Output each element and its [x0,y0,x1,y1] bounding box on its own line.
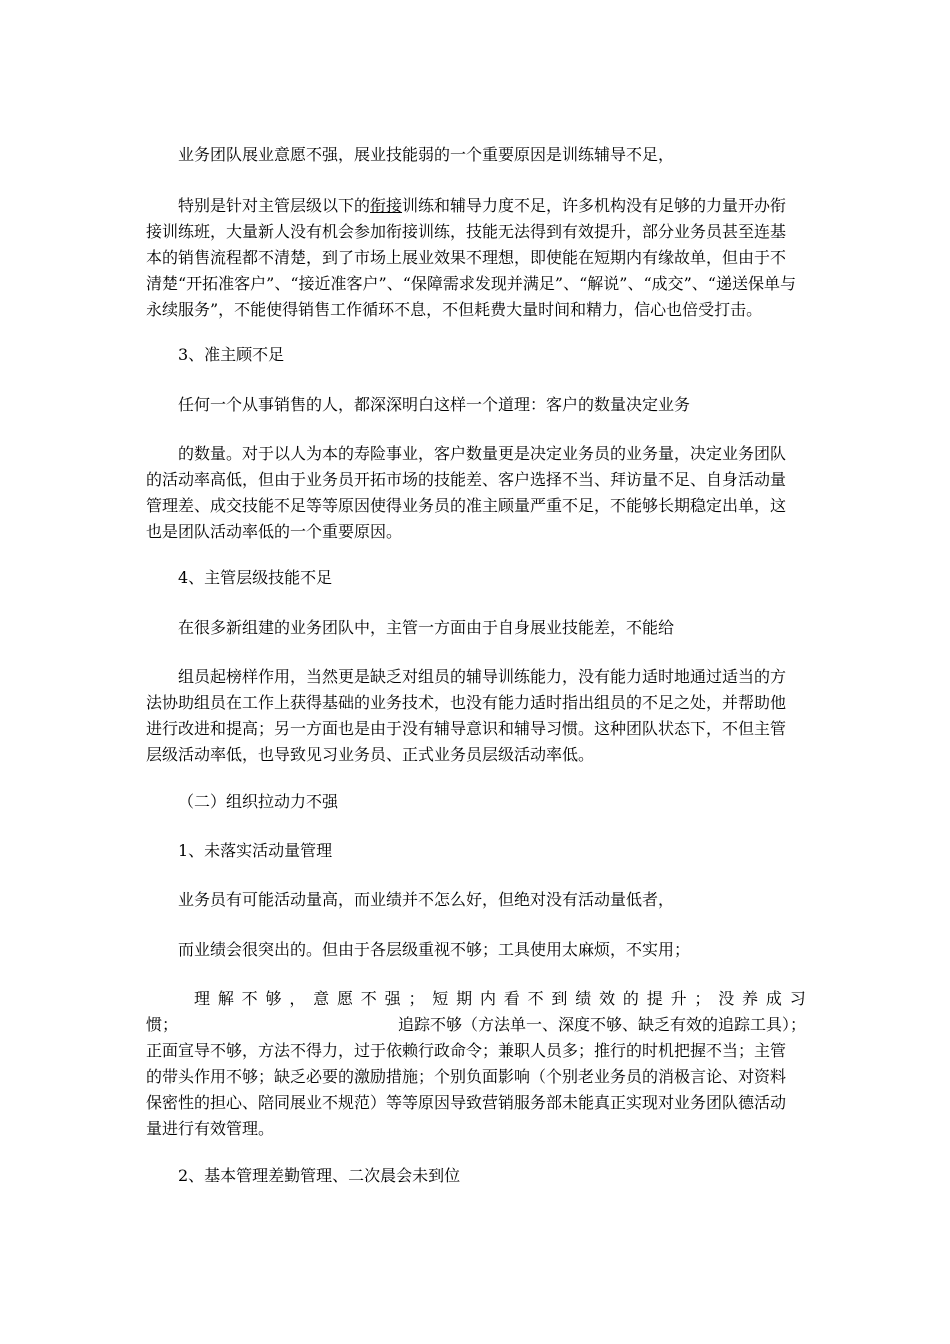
paragraph-9-line-2-b: 追踪不够（方法单一、深度不够、缺乏有效的追踪工具）； [397,1015,806,1034]
paragraph-4-line-3: 管理差、成交技能不足等等原因使得业务员的准主顾量严重不足，不能够长期稳定出单，这 [146,496,787,515]
spaced-char: 的 [622,989,639,1008]
spaced-char: 够 [265,989,282,1008]
spaced-char: 不 [241,989,258,1008]
paragraph-9-line-1 [146,986,806,1012]
spaced-char: 解 [217,989,234,1008]
section-heading-org: （二）组织拉动力不强 [178,792,339,811]
spaced-char: 效 [599,989,616,1008]
paragraph-6-line-4: 层级活动率低，也导致见习业务员、正式业务员层级活动率低。 [146,745,595,764]
spaced-char: 习 [789,989,806,1008]
spaced-char: 升 [670,989,687,1008]
paragraph-9-line-3: 正面宣导不够，方法不得力，过于依赖行政命令；兼职人员多；推行的时机把握不当；主管 [146,1041,787,1060]
spaced-char: 期 [456,989,473,1008]
section-heading-org-1: 1、未落实活动量管理 [178,841,333,860]
paragraph-5: 在很多新组建的业务团队中，主管一方面由于自身展业技能差，不能给 [178,618,675,637]
paragraph-9-line-6: 量进行有效管理。 [146,1119,275,1138]
spaced-char: ； [408,989,425,1008]
section-heading-org-2: 2、基本管理差勤管理、二次晨会未到位 [178,1166,461,1185]
paragraph-7: 业务员有可能活动量高，而业绩并不怎么好，但绝对没有活动量低者， [178,890,675,909]
section-heading-3: 3、准主顾不足 [178,345,285,364]
paragraph-2-line-5: 永续服务”，不能使得销售工作循环不息，不但耗费大量时间和精力，信心也倍受打击。 [146,300,763,319]
paragraph-2-line-4: 清楚“开拓准客户”、“接近准客户”、“保障需求发现并满足”、“解说”、“成交”、“递送保单与 [146,274,796,293]
paragraph-2-line-2: 接训练班，大量新人没有机会参加衔接训练，技能无法得到有效提升，部分业务员甚至连基 [146,222,787,241]
spaced-char: 到 [551,989,568,1008]
paragraph-4 [146,441,806,545]
paragraph-2-line-1 [146,193,806,219]
paragraph-3: 任何一个从事销售的人，都深深明白这样一个道理：客户的数量决定业务 [178,395,691,414]
paragraph-2-text-a: 特别是针对主管层级以下的 [178,196,371,215]
paragraph-9-line-2-a: 惯； [146,1015,179,1034]
spaced-char: 养 [742,989,759,1008]
paragraph-9-line-5: 保密性的担心、陪同展业不规范）等等原因导致营销服务部未能真正实现对业务团队德活动 [146,1093,787,1112]
spaced-char: 成 [765,989,782,1008]
spaced-char: ； [694,989,711,1008]
paragraph-6-line-3: 进行改进和提高；另一方面也是由于没有辅导意识和辅导习惯。这种团队状态下，不但主管 [146,719,787,738]
spaced-char: 短 [432,989,449,1008]
paragraph-2-text-b: 训练和辅导力度不足，许多机构没有足够的力量开办衔 [402,196,787,215]
spaced-char: 强 [384,989,401,1008]
spaced-char: 不 [527,989,544,1008]
paragraph-6 [146,664,806,768]
paragraph-9 [146,986,806,1142]
underlined-term: 衔接 [370,196,403,215]
paragraph-9-line-4: 的带头作用不够；缺乏必要的激励措施；个别负面影响（个别老业务员的消极言论、对资料 [146,1067,787,1086]
spaced-char: 内 [479,989,496,1008]
paragraph-6-line-1: 组员起榜样作用，当然更是缺乏对组员的辅导训练能力，没有能力适时地通过适当的方 [178,667,787,686]
spaced-char: ， [289,989,306,1008]
spaced-char: 看 [503,989,520,1008]
section-heading-4: 4、主管层级技能不足 [178,568,333,587]
spaced-char: 提 [646,989,663,1008]
paragraph-9-line-2 [146,1012,806,1038]
spaced-char: 不 [360,989,377,1008]
paragraph-8: 而业绩会很突出的。但由于各层级重视不够；工具使用太麻烦，不实用； [178,940,691,959]
paragraph-6-line-2: 法协助组员在工作上获得基础的业务技术，也没有能力适时指出组员的不足之处，并帮助他 [146,693,787,712]
paragraph-2 [146,193,806,323]
paragraph-2-line-3: 本的销售流程都不清楚，到了市场上展业效果不理想，即使能在短期内有缘故单，但由于不 [146,248,787,267]
paragraph-4-line-2: 的活动率高低，但由于业务员开拓市场的技能差、客户选择不当、拜访量不足、自身活动量 [146,470,787,489]
paragraph-4-line-4: 也是团队活动率低的一个重要原因。 [146,522,403,541]
spaced-char: 理 [194,989,211,1008]
paragraph-4-line-1: 的数量。对于以人为本的寿险事业，客户数量更是决定业务员的业务量，决定业务团队 [178,444,787,463]
spaced-char: 没 [718,989,735,1008]
spaced-char: 绩 [575,989,592,1008]
spaced-char: 愿 [336,989,353,1008]
paragraph-1: 业务团队展业意愿不强，展业技能弱的一个重要原因是训练辅导不足， [178,145,675,164]
spaced-char: 意 [313,989,330,1008]
